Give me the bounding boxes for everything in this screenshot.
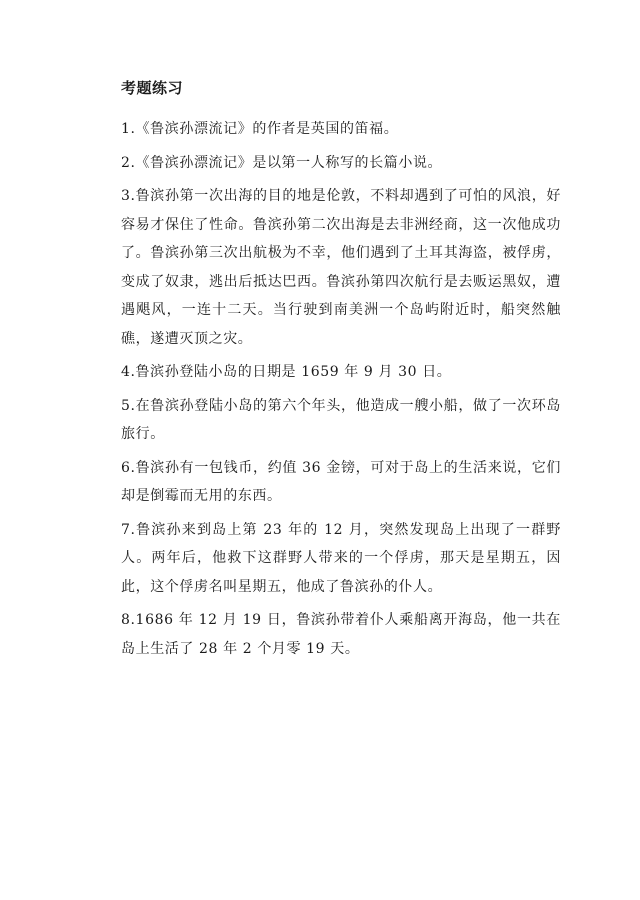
- question-item-8: 8.1686 年 12 月 19 日，鲁滨孙带着仆人乘船离开海岛，他一共在岛上生活了 28 年 2 个月零 19 天。: [121, 612, 561, 657]
- question-item-3: 3.鲁滨孙第一次出海的目的地是伦敦，不料却遇到了可怕的风浪，好容易才保住了性命。鲁滨孙第二次出海是去非洲经商，这一次他成功了。鲁滨孙第三次出航极为不幸，他们遇到了土耳其海盗，被俘虏，变成了奴隶，逃出后抵达巴西。鲁滨孙第四次航行是去贩运黑奴，遭遇飓风，一连十二天。当行驶到南美洲一个岛屿附近时，船突然触礁，遂遭灭顶之灾。: [121, 188, 561, 347]
- section-title: 考题练习: [121, 79, 184, 97]
- question-item-5: 5.在鲁滨孙登陆小岛的第六个年头，他造成一艘小船，做了一次环岛旅行。: [121, 397, 561, 442]
- question-item-7: 7.鲁滨孙来到岛上第 23 年的 12 月，突然发现岛上出现了一群野人。两年后，他救下这群野人带来的一个俘虏，那天是星期五，因此，这个俘虏名叫星期五，他成了鲁滨孙的仆人。: [121, 521, 561, 595]
- question-item-4: 4.鲁滨孙登陆小岛的日期是 1659 年 9 月 30 日。: [121, 364, 452, 380]
- question-item-2: 2.《鲁滨孙漂流记》是以第一人称写的长篇小说。: [121, 154, 443, 171]
- question-item-6: 6.鲁滨孙有一包钱币，约值 36 金镑，可对于岛上的生活来说，它们却是倒霉而无用的东西。: [121, 459, 561, 504]
- document-content: [121, 78, 561, 668]
- question-item-1: 1.《鲁滨孙漂流记》的作者是英国的笛福。: [121, 121, 399, 137]
